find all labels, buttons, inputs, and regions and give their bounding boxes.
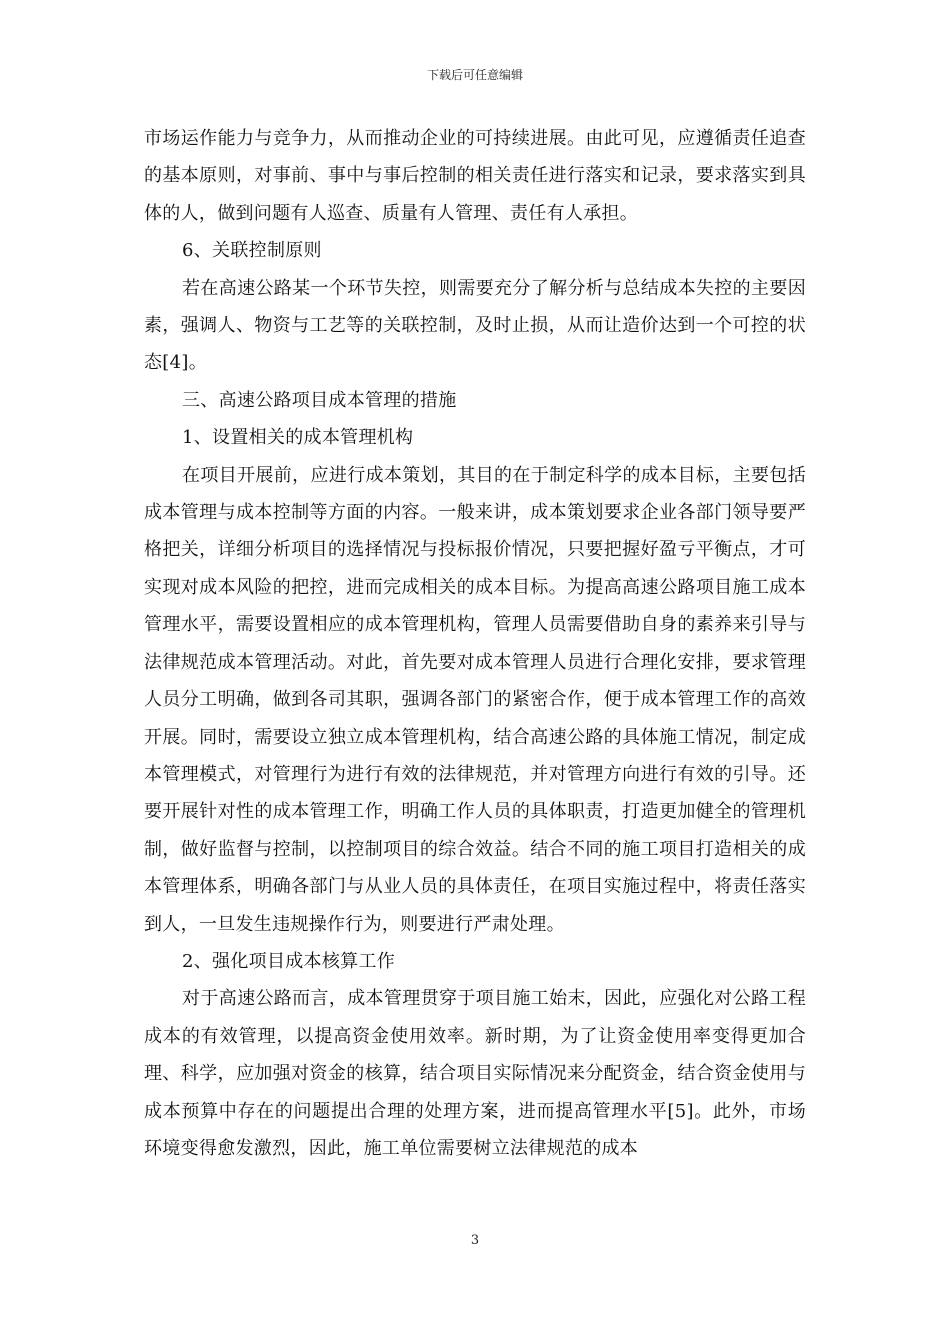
section-heading: 三、高速公路项目成本管理的措施 [182,389,457,411]
header-note: 下载后可任意编辑 [426,68,523,82]
section-heading: 1、设置相关的成本管理机构 [182,427,414,449]
document-body [144,120,806,1167]
section-heading: 2、强化项目成本核算工作 [182,950,396,972]
page-number: 3 [470,1233,480,1248]
section-heading: 6、关联控制原则 [182,240,322,262]
body-paragraph: 市场运作能力与竞争力，从而推动企业的可持续进展。由此可见，应遵循责任追查的基本原则，对事前、事中与事后控制的相关责任进行落实和记录，要求落实到具体的人，做到问题有人巡查、质量有人管理、责任有人承担。 [144,128,806,224]
body-paragraph: 在项目开展前，应进行成本策划，其目的在于制定科学的成本目标，主要包括成本管理与成本控制等方面的内容。一般来讲，成本策划要求企业各部门领导要严格把关，详细分析项目的选择情况与投标报价情况，只要把握好盈亏平衡点，才可实现对成本风险的把控，进而完成相关的成本目标。为提高高速公路项目施工成本管理水平，需要设置相应的成本管理机构，管理人员需要借助自身的素养来引导与法律规范成本管理活动。对此，首先要对成本管理人员进行合理化安排，要求管理人员分工明确，做到各司其职，强调各部门的紧密合作，便于成本管理工作的高效开展。同时，需要设立独立成本管理机构，结合高速公路的具体施工情况，制定成本管理模式，对管理行为进行有效的法律规范，并对管理方向进行有效的引导。还要开展针对性的成本管理工作，明确工作人员的具体职责，打造更加健全的管理机制，做好监督与控制，以控制项目的综合效益。结合不同的施工项目打造相关的成本管理体系，明确各部门与从业人员的具体责任，在项目实施过程中，将责任落实到人，一旦发生违规操作行为，则要进行严肃处理。 [144,464,806,935]
body-paragraph: 对于高速公路而言，成本管理贯穿于项目施工始末，因此，应强化对公路工程成本的有效管理，以提高资金使用效率。新时期，为了让资金使用率变得更加合理、科学，应加强对资金的核算，结合项目实际情况来分配资金，结合资金使用与成本预算中存在的问题提出合理的处理方案，进而提高管理水平[5]。此外，市场环境变得愈发激烈，因此，施工单位需要树立法律规范的成本 [144,988,806,1159]
body-paragraph: 若在高速公路某一个环节失控，则需要充分了解分析与总结成本失控的主要因素，强调人、物资与工艺等的关联控制，及时止损，从而让造价达到一个可控的状态[4]。 [144,277,806,374]
